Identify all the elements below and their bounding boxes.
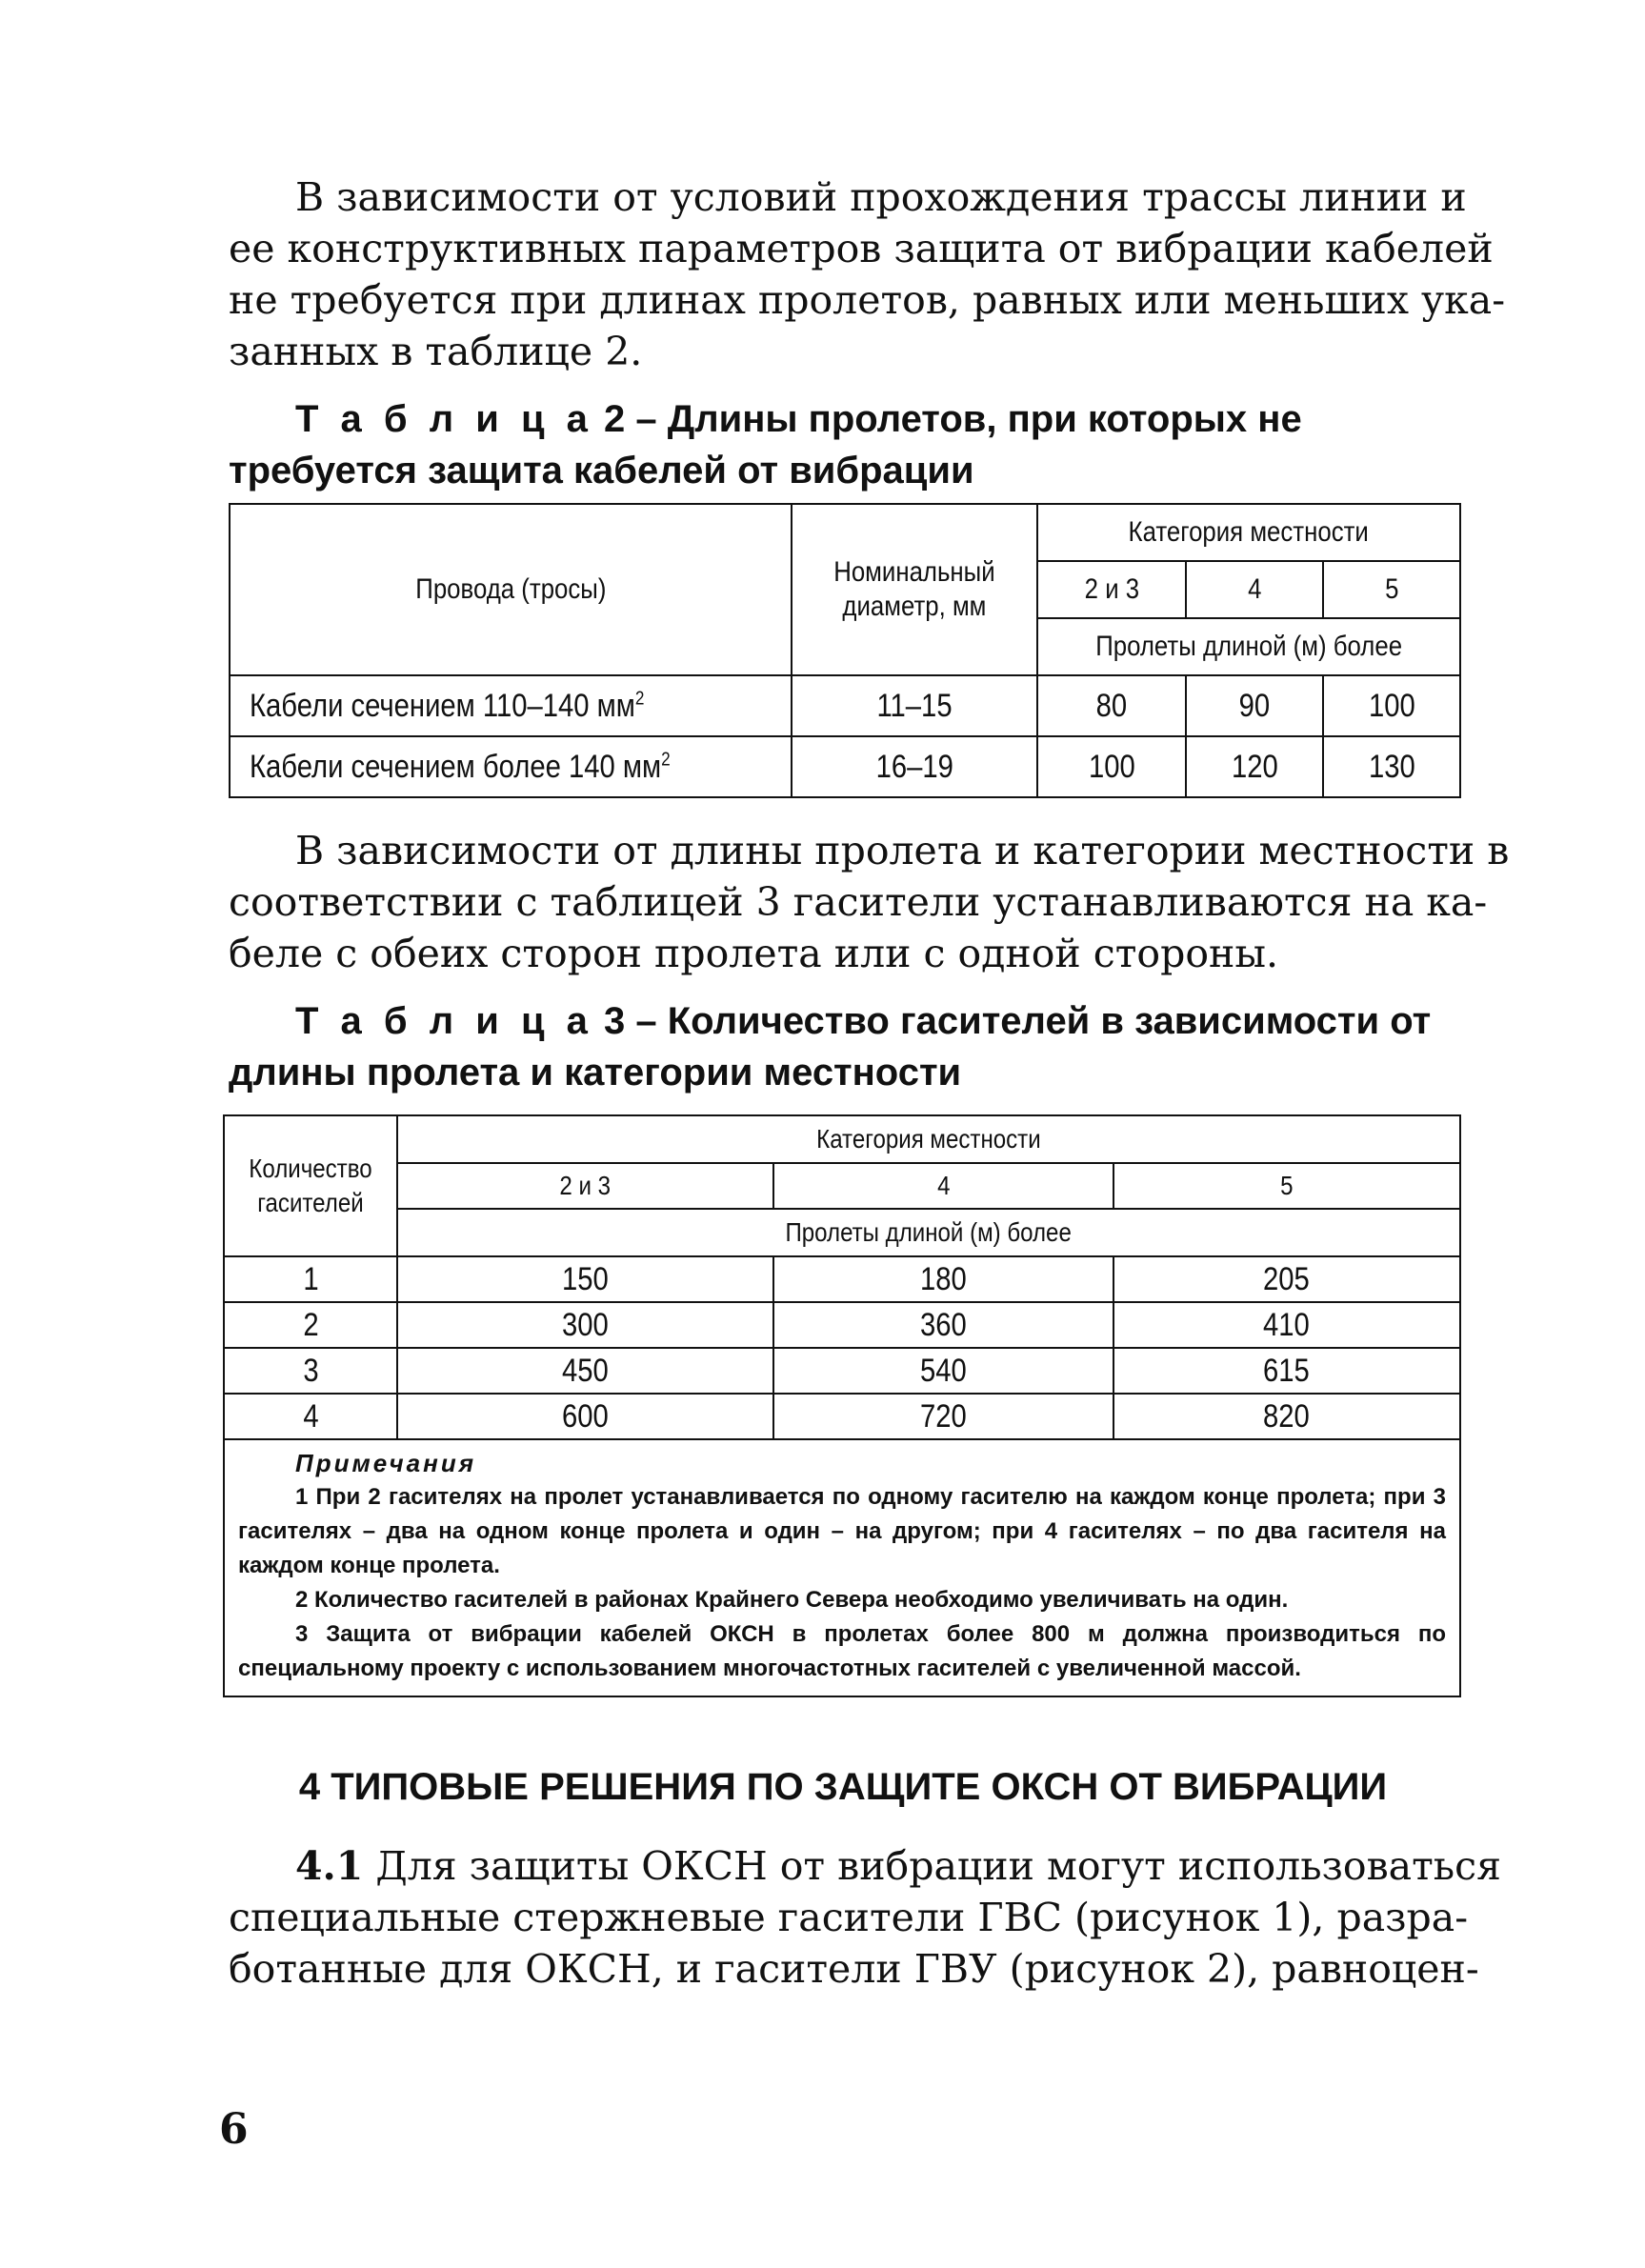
table-row [224,1394,1460,1439]
paragraph-line: ее конструктивных параметров защита от вибрации кабелей [229,226,1494,271]
table-2-caption-line2: требуется защита кабелей от вибрации [229,450,974,492]
table-3-caption [229,996,1467,1046]
row-value: 300 [397,1302,773,1348]
header-count: Количество гасителей [224,1115,397,1256]
category-cell: 4 [1186,561,1323,618]
table-caption-title: 3 – Количество гасителей в зависимости от [592,1000,1432,1042]
category-cell: 5 [1113,1163,1460,1209]
header-spans: Пролеты длиной (м) более [1037,618,1460,675]
row-diameter: 16–19 [792,736,1037,797]
header-category: Категория местности [397,1115,1460,1163]
category-cell: 5 [1323,561,1460,618]
note-item: 2 Количество гасителей в районах Крайнего Севера необходимо увеличивать на один. [295,1587,1289,1613]
clause-number: 4.1 [295,1843,364,1889]
table-row [230,675,1460,736]
header-category: Категория местности [1037,504,1460,561]
notes-heading: Примечания [295,1449,477,1477]
row-value: 600 [397,1394,773,1439]
table-caption-label: Т а б л и ц а [295,398,593,440]
paragraph-line: специальные стержневые гасители ГВС (рисунок 1), разра- [229,1895,1469,1940]
row-diameter: 11–15 [792,675,1037,736]
paragraph-line: ботанные для ОКСН, и гасители ГВУ (рисунок 2), равноцен- [229,1946,1479,1992]
row-count: 2 [224,1302,397,1348]
row-value: 540 [773,1348,1113,1394]
table-caption-title: 2 – Длины пролетов, при которых не [592,398,1302,440]
category-cell: 2 и 3 [1037,561,1187,618]
table-row [230,736,1460,797]
table-notes [224,1439,1460,1696]
section-heading: 4 ТИПОВЫЕ РЕШЕНИЯ ПО ЗАЩИТЕ ОКСН ОТ ВИБРАЦИИ [298,1766,1388,1808]
row-label: Кабели сечением более 140 $мм^2$ [230,736,792,797]
row-value: 820 [1113,1394,1460,1439]
row-value: 180 [773,1256,1113,1302]
category-cell: 2 и 3 [397,1163,773,1209]
row-count: 1 [224,1256,397,1302]
table-3-caption-line2: длины пролета и категории местности [229,1052,962,1094]
paragraph-2 [229,825,1510,979]
row-value: 100 [1323,675,1460,736]
row-value: 130 [1323,736,1460,797]
paragraph-line: занных в таблице 2. [229,329,643,374]
paragraph-1 [229,171,1506,377]
row-value: 120 [1186,736,1323,797]
row-value: 205 [1113,1256,1460,1302]
row-value: 360 [773,1302,1113,1348]
row-value: 720 [773,1394,1113,1439]
category-cell: 4 [773,1163,1113,1209]
table-row [224,1256,1460,1302]
note-item: 1 При 2 гасителях на пролет устанавливается по одному гасителю на каждом конце пролета; при 3 гасителях – два на одном конце пролета и один – на другом; при 4 гасителях – по два гасителя на каждом конце пролета. [238,1484,1446,1578]
paragraph-line: не требуется при длинах пролетов, равных или меньших ука- [229,277,1506,323]
paragraph-3 [229,1840,1501,1995]
paragraph-line: В зависимости от длины пролета и категории местности в [295,828,1510,873]
paragraph-line: В зависимости от условий прохождения трассы линии и [295,174,1467,220]
header-spans: Пролеты длиной (м) более [397,1209,1460,1256]
row-value: 150 [397,1256,773,1302]
table-3 [223,1114,1461,1697]
row-value: 450 [397,1348,773,1394]
row-label: Кабели сечением 110–140 $мм^2$ [230,675,792,736]
row-count: 3 [224,1348,397,1394]
row-value: 410 [1113,1302,1460,1348]
paragraph-line: соответствии с таблицей 3 гасители устанавливаются на ка- [229,879,1488,925]
note-item: 3 Защита от вибрации кабелей ОКСН в пролетах более 800 м должна производиться по специальному проекту с использованием многочастотных гасителей с увеличенной массой. [238,1621,1446,1681]
page-number: 6 [219,2105,249,2154]
table-2 [229,503,1461,798]
paragraph-line: 4.1 Для защиты ОКСН от вибрации могут использоваться [295,1843,1501,1889]
table-2-caption [229,394,1457,444]
row-value: 615 [1113,1348,1460,1394]
header-diameter: Номинальный диаметр, мм [792,504,1037,675]
row-value: 80 [1037,675,1187,736]
table-caption-label: Т а б л и ц а [295,1000,593,1042]
row-value: 100 [1037,736,1187,797]
paragraph-line: беле с обеих сторон пролета или с одной стороны. [229,931,1279,976]
row-count: 4 [224,1394,397,1439]
header-wires: Провода (тросы) [230,504,792,675]
table-row [224,1348,1460,1394]
row-value: 90 [1186,675,1323,736]
table-row [224,1302,1460,1348]
